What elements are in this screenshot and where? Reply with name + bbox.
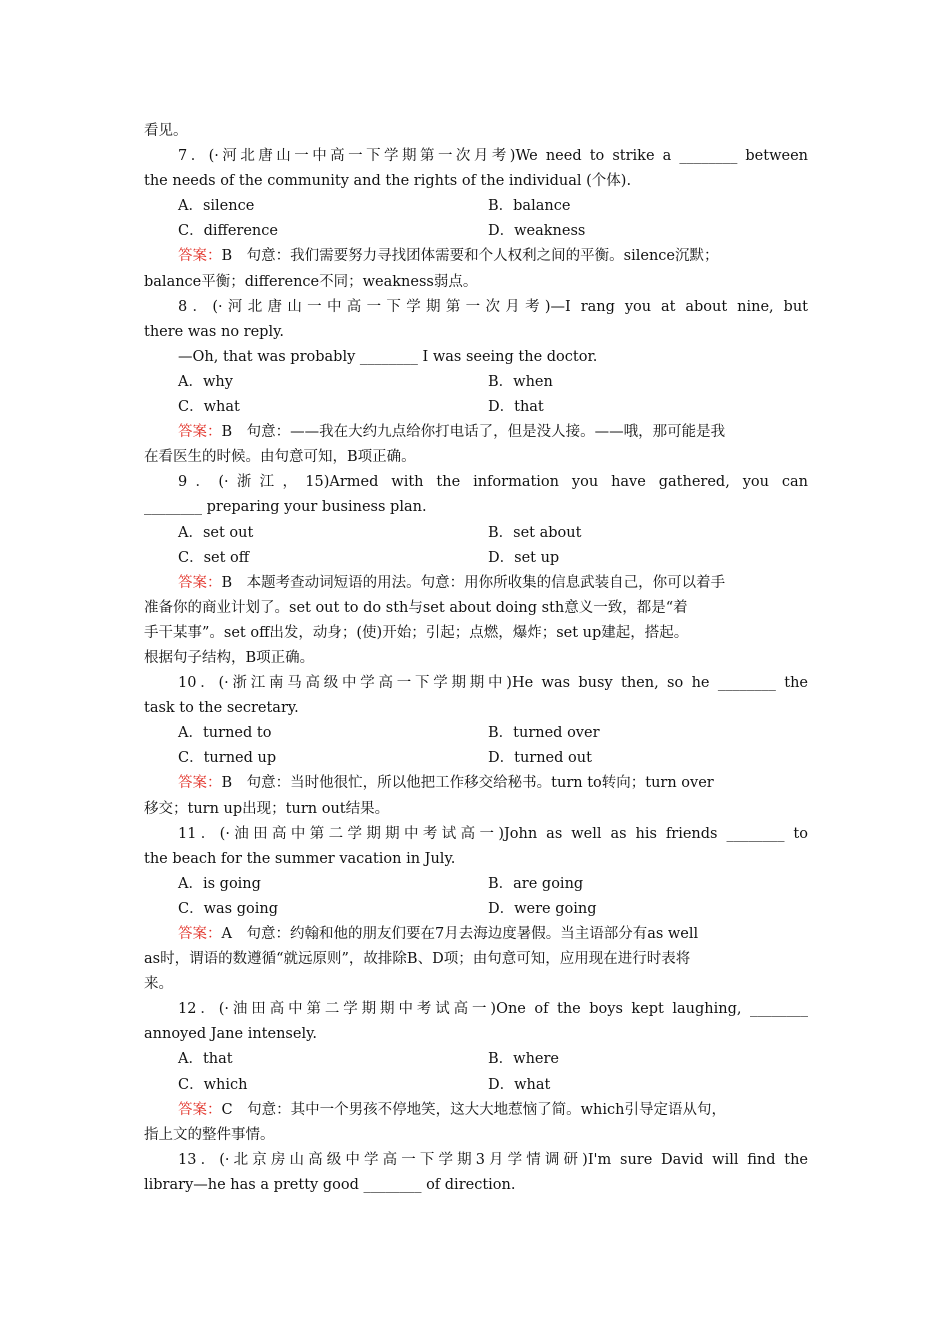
answer-text: B 本题考查动词短语的用法。句意：用你所收集的信息武装自己，你可以着手 <box>221 574 726 591</box>
answer-text-line: 来。 <box>144 976 173 993</box>
answer-line <box>144 244 808 269</box>
option-d: D．that <box>488 399 544 416</box>
option-a: A．silence <box>178 198 255 215</box>
answer-text-line: balance平衡；difference不同；weakness弱点。 <box>144 273 478 290</box>
question-stem-line: 7．(·河北唐山一中高一下学期第一次月考)We need to strike a ________ between <box>178 148 808 165</box>
question-13 <box>144 1148 808 1198</box>
option-d: D．what <box>488 1076 551 1093</box>
option-b: B．when <box>488 373 553 390</box>
answer-text-line: as时，谓语的数遵循“就远原则”，故排除B、D项；由句意可知，应用现在进行时表将 <box>144 951 691 968</box>
question-stem-line: 9．(·浙江，15)Armed with the information you have gathered, you can <box>178 474 808 491</box>
answer-line <box>144 571 808 596</box>
question-stem-line: 8．(·河北唐山一中高一下学期第一次月考)—I rang you at about nine, but <box>178 298 808 315</box>
answer-label: 答案： <box>178 248 222 265</box>
option-a: A．turned to <box>178 725 272 742</box>
option-b: B．balance <box>488 198 571 215</box>
option-d: D．weakness <box>488 223 586 240</box>
answer-text-line: 移交；turn up出现；turn out结果。 <box>144 800 390 817</box>
option-row <box>144 194 808 219</box>
option-c: C．which <box>178 1076 248 1093</box>
answer-text-line: 根据句子结构，B项正确。 <box>144 649 315 666</box>
option-d: D．set up <box>488 549 560 566</box>
answer-text: C 句意：其中一个男孩不停地笑，这大大地惹恼了简。which引导定语从句， <box>221 1101 726 1118</box>
question-stem-line: 13．(·北京房山高级中学高一下学期3月学情调研)I'm sure David will find the <box>178 1151 808 1168</box>
question-8 <box>144 295 808 471</box>
question-stem-line: the beach for the summer vacation in July. <box>144 850 456 867</box>
option-b: B．set about <box>488 524 582 541</box>
question-stem-line: ________ preparing your business plan. <box>144 499 427 516</box>
question-stem-line: the needs of the community and the rights of the individual (个体). <box>144 173 632 190</box>
option-d: D．turned out <box>488 750 592 767</box>
option-b: B．turned over <box>488 725 600 742</box>
option-c: C．turned up <box>178 750 277 767</box>
answer-text: B 句意：——我在大约九点给你打电话了，但是没人接。——哦，那可能是我 <box>221 424 726 441</box>
option-b: B．where <box>488 1051 559 1068</box>
answer-label: 答案： <box>178 1101 222 1118</box>
option-row <box>144 219 808 244</box>
option-c: C．difference <box>178 223 278 240</box>
option-row <box>144 1047 808 1072</box>
option-row <box>144 370 808 395</box>
question-11 <box>144 822 808 998</box>
option-a: A．that <box>178 1051 233 1068</box>
option-row <box>144 897 808 922</box>
option-a: A．why <box>178 373 233 390</box>
answer-line <box>144 420 808 445</box>
question-9 <box>144 470 808 671</box>
intro-text: 看见。 <box>144 123 188 139</box>
option-row <box>144 872 808 897</box>
answer-label: 答案： <box>178 775 222 792</box>
answer-text: B 句意：当时他很忙，所以他把工作移交给秘书。turn to转向；turn over <box>221 775 714 792</box>
answer-line <box>144 922 808 947</box>
option-row <box>144 746 808 771</box>
option-a: A．is going <box>178 875 261 892</box>
question-12 <box>144 997 808 1148</box>
answer-text: B 句意：我们需要努力寻找团体需要和个人权利之间的平衡。silence沉默； <box>221 248 719 265</box>
option-row <box>144 521 808 546</box>
answer-label: 答案： <box>178 926 222 942</box>
question-10 <box>144 671 808 822</box>
answer-text-line: 在看医生的时候。由句意可知，B项正确。 <box>144 449 416 466</box>
option-row <box>144 1073 808 1098</box>
option-c: C．what <box>178 399 240 416</box>
option-c: C．was going <box>178 900 278 917</box>
question-stem-line: 12．(·油田高中第二学期期中考试高一)One of the boys kept laughing, ________ <box>178 1001 808 1018</box>
answer-line <box>144 1098 808 1123</box>
answer-label: 答案： <box>178 424 222 441</box>
question-stem-line: —Oh, that was probably ________ I was seeing the doctor. <box>178 348 598 365</box>
option-c: C．set off <box>178 549 250 566</box>
answer-text-line: 手干某事”。set off出发，动身；(使)开始；引起；点燃，爆炸；set up建起，搭起。 <box>144 624 689 641</box>
question-stem-line: there was no reply. <box>144 323 284 340</box>
option-a: A．set out <box>178 524 254 541</box>
option-row <box>144 546 808 571</box>
question-stem-line: library—he has a pretty good ________ of direction. <box>144 1176 516 1193</box>
question-7 <box>144 144 808 295</box>
option-b: B．are going <box>488 875 584 892</box>
answer-text-line: 准备你的商业计划了。set out to do sth与set about doing sth意义一致，都是“着 <box>144 599 688 616</box>
answer-label: 答案： <box>178 574 222 591</box>
question-stem-line: annoyed Jane intensely. <box>144 1026 317 1043</box>
option-d: D．were going <box>488 900 597 917</box>
answer-text: A 句意：约翰和他的朋友们要在7月去海边度暑假。当主语部分有as well <box>221 926 699 942</box>
answer-text-line: 指上文的整件事情。 <box>144 1126 275 1143</box>
question-stem-line: 11．(·油田高中第二学期期中考试高一)John as well as his friends ________ to <box>178 825 808 842</box>
option-row <box>144 721 808 746</box>
question-stem-line: 10．(·浙江南马高级中学高一下学期期中)He was busy then, so he ________ the <box>178 675 808 692</box>
option-row <box>144 395 808 420</box>
answer-line <box>144 771 808 796</box>
question-stem-line: task to the secretary. <box>144 700 299 717</box>
